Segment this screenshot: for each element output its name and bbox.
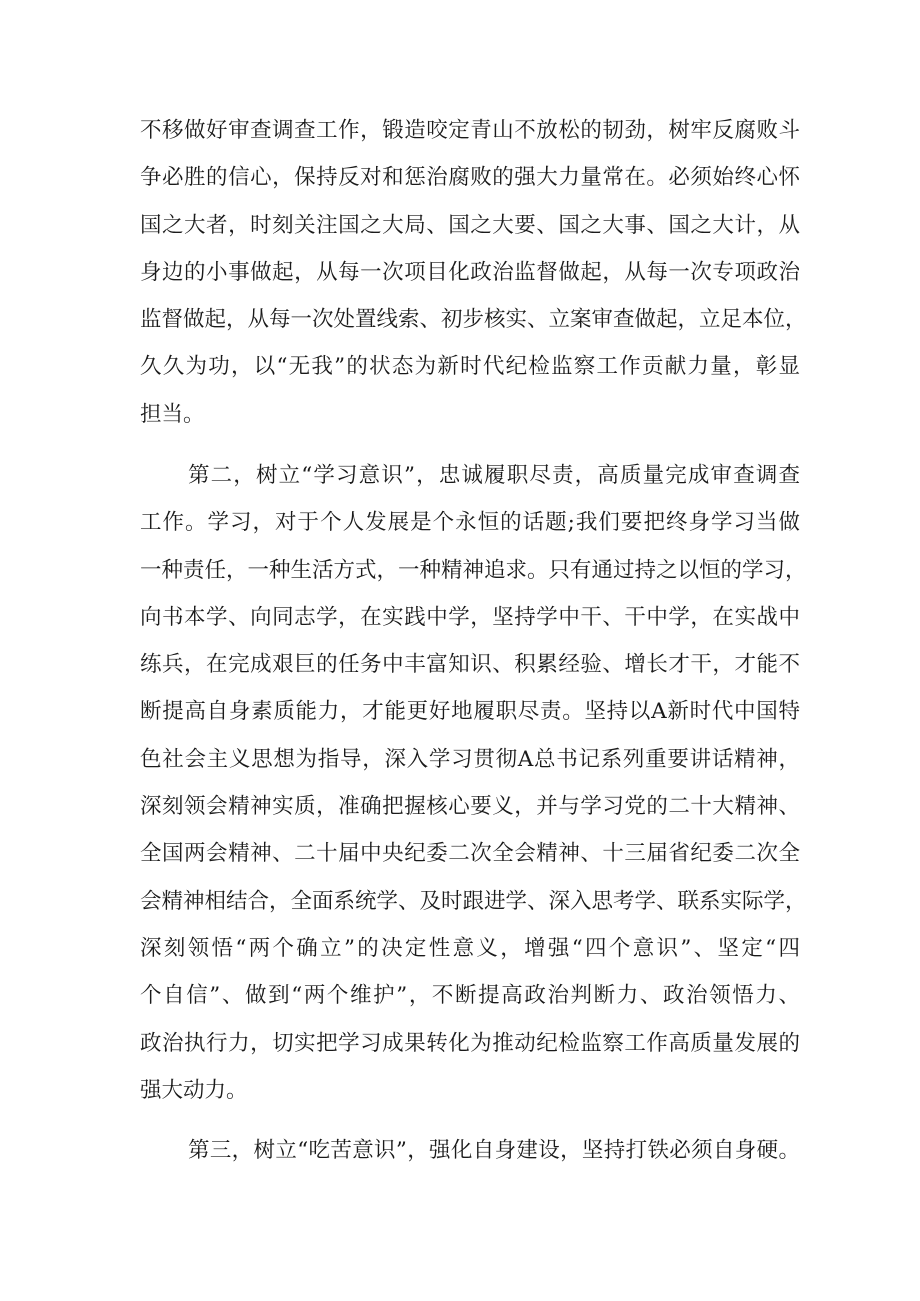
text-line: 色社会主义思想为指导，深入学习贯彻A总书记系列重要讲话精神， [140,746,800,772]
text-line: 久久为功，以“无我”的状态为新时代纪检监察工作贡献力量，彰显 [140,354,800,380]
text-line: 强大动力。 [140,1077,248,1103]
text-line: 争必胜的信心，保持反对和惩治腐败的强大力量常在。必须始终心怀 [140,165,800,191]
text-line: 不移做好审查调查工作，锻造咬定青山不放松的韧劲，树牢反腐败斗 [140,118,800,143]
text-line: 个自信”、做到“两个维护”，不断提高政治判断力、政治领悟力、 [140,983,800,1009]
paragraph-1 [140,107,807,438]
text-line: 国之大者，时刻关注国之大局、国之大要、国之大事、国之大计，从 [140,212,800,238]
text-line: 第二，树立“学习意识”，忠诚履职尽责，高质量完成审查调查 [188,463,800,488]
text-line: 一种责任，一种生活方式，一种精神追求。只有通过持之以恒的学习， [140,557,807,583]
text-line: 深刻领悟“两个确立”的决定性意义，增强“四个意识”、坚定“四 [140,935,800,961]
paragraph-3 [140,1127,800,1174]
text-line: 身边的小事做起，从每一次项目化政治监督做起，从每一次专项政治 [140,259,800,285]
text-line: 担当。 [140,401,205,427]
text-line: 政治执行力，切实把学习成果转化为推动纪检监察工作高质量发展的 [140,1030,800,1056]
text-line: 练兵，在完成艰巨的任务中丰富知识、积累经验、增长才干，才能不 [140,652,800,678]
text-line: 工作。学习，对于个人发展是个永恒的话题;我们要把终身学习当做 [140,510,800,536]
text-line: 全国两会精神、二十届中央纪委二次全会精神、十三届省纪委二次全 [140,841,800,867]
text-line: 第三，树立“吃苦意识”，强化自身建设，坚持打铁必须自身硬。 [188,1138,800,1163]
text-line: 监督做起，从每一次处置线索、初步核实、立案审查做起，立足本位， [140,307,807,333]
text-line: 向书本学、向同志学，在实践中学，坚持学中干、干中学，在实战中 [140,604,800,630]
paragraph-2 [140,452,807,1114]
text-line: 断提高自身素质能力，才能更好地履职尽责。坚持以A新时代中国特 [140,699,800,725]
text-line: 会精神相结合，全面系统学、及时跟进学、深入思考学、联系实际学， [140,888,807,914]
text-line: 深刻领会精神实质，准确把握核心要义，并与学习党的二十大精神、 [140,794,800,820]
